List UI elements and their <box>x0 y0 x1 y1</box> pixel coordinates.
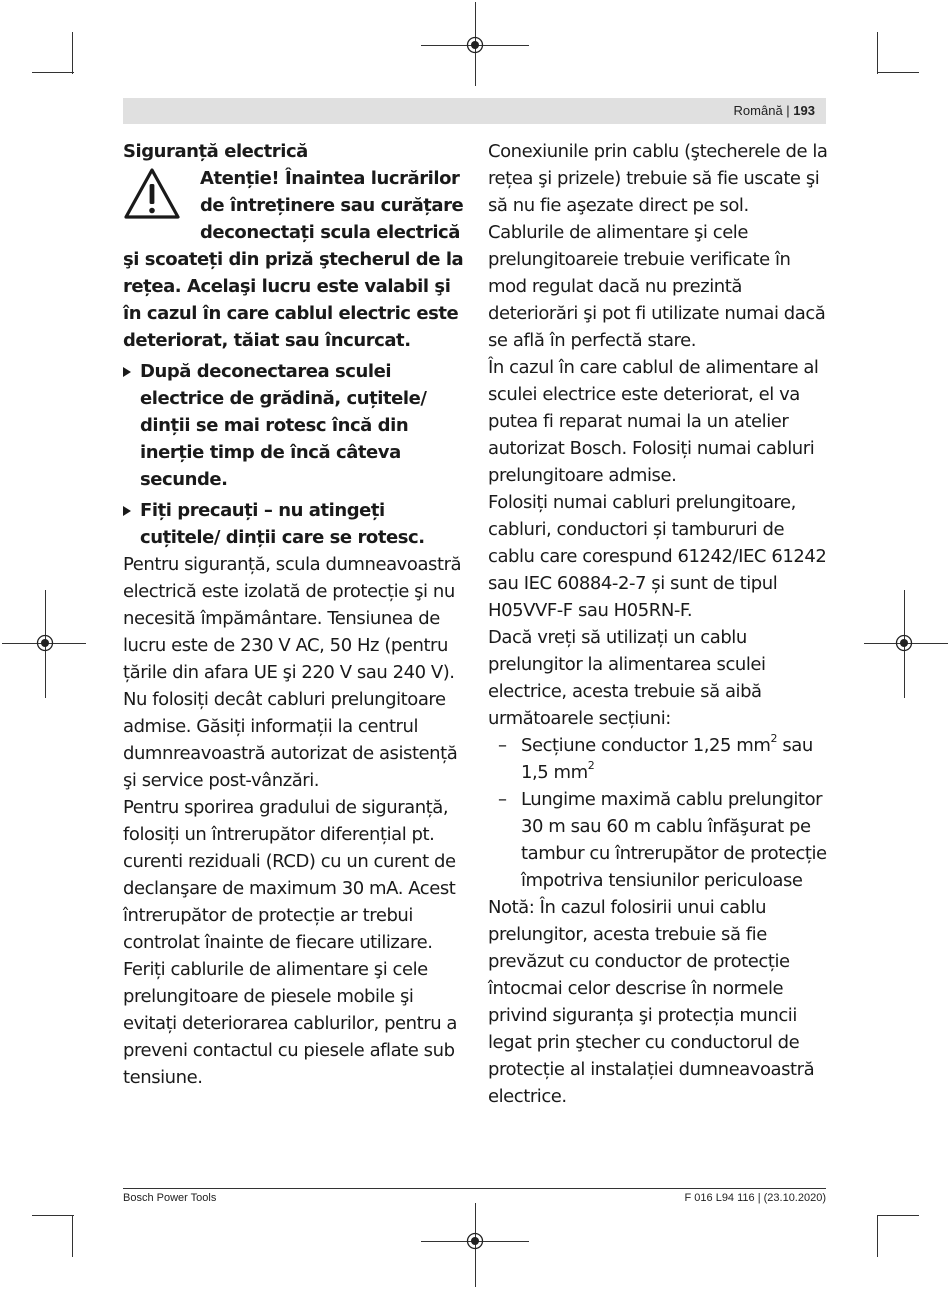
registration-target-icon <box>895 634 913 652</box>
dash-marker: – <box>498 735 507 756</box>
section-heading: Siguranță electrică <box>123 141 308 162</box>
dash-list-item <box>488 786 833 894</box>
crop-mark <box>877 72 919 73</box>
registration-target-icon <box>466 36 484 54</box>
warning-continuation: şi scoateți din priză ştecherul de la rețea. Acelaşi lucru este valabil şi în cazul în care cablul electric este deteriorat, tăiat sau încurcat. <box>123 249 464 351</box>
dash-text: Lungime maximă cablu prelungitor 30 m sau 60 m cablu înfăşurat pe tambur cu întrerupător de protecție împotriva tensiunilor periculoase <box>521 789 827 891</box>
superscript: 2 <box>770 732 778 745</box>
crop-mark <box>72 32 73 74</box>
warning-bullet <box>123 497 468 551</box>
paragraph: Dacă vreți să utilizați un cablu prelungitor la alimentarea sculei electrice, acesta trebuie să aibă următoarele secțiuni: <box>488 627 766 729</box>
crop-mark <box>32 1215 74 1216</box>
warning-bullet <box>123 358 468 493</box>
bullet-text: Fiți precauți – nu atingeți cuțitele/ dinții care se rotesc. <box>140 500 425 548</box>
dash-marker: – <box>498 789 507 810</box>
paragraph: Feriți cablurile de alimentare şi cele prelungitoare de piesele mobile şi evitați deteriorarea cablurilor, pentru a preveni contactul cu piesele aflate sub tensiune. <box>123 959 458 1088</box>
header-separator: | <box>786 103 794 118</box>
warning-line: de întreținere sau curățare <box>200 195 464 216</box>
bullet-triangle-icon <box>123 506 131 516</box>
crop-mark <box>877 1215 919 1216</box>
header-language: Română <box>733 103 783 118</box>
footer-rule <box>123 1188 826 1189</box>
right-column <box>488 138 833 1110</box>
paragraph: Folosiți numai cabluri prelungitoare, cabluri, conductori și tambururi de cablu care corespund 61242/IEC 61242 sau IEC 60884-2-7 și sunt de tipul H05VVF-F sau H05RN-F. <box>488 492 827 621</box>
warning-block <box>123 165 468 354</box>
registration-target-icon <box>36 634 54 652</box>
dash-text: Secțiune conductor 1,25 mm <box>521 735 771 756</box>
footer-doc-id: F 016 L94 116 | (23.10.2020) <box>684 1192 826 1204</box>
footer-brand: Bosch Power Tools <box>123 1192 217 1204</box>
running-header <box>734 103 815 118</box>
dash-text: sau 1,5 mm <box>521 735 813 783</box>
note-paragraph: Notă: În cazul folosirii unui cablu prelungitor, acesta trebuie să fie prevăzut cu conductor de protecție întocmai celor descrise în normele privind siguranța şi protecția muncii legat prin ştecher cu conductorul de protecție al instalației dumneavoastră electrice. <box>488 897 815 1107</box>
paragraph: Conexiunile prin cablu (ştecherele de la rețea şi prizele) trebuie să fie uscate şi să nu fie aşezate direct pe sol. <box>488 141 828 216</box>
warning-line: deconectați scula electrică <box>200 222 460 243</box>
paragraph: Cablurile de alimentare şi cele prelungitoareie trebuie verificate în mod regulat dacă nu prezintă deteriorări şi pot fi utilizate numai dacă se află în perfectă stare. <box>488 222 826 351</box>
paragraph: Pentru siguranță, scula dumneavoastră electrică este izolată de protecție şi nu necesită împământare. Tensiunea de lucru este de 230 V AC, 50 Hz (pentru țările din afara UE şi 220 V sau 240 V). Nu folosiți decât cabluri prelungitoare admise. Găsiți informații la centrul dumnreavoastră autorizat de asistență şi service post-vânzări. <box>123 554 462 791</box>
bullet-triangle-icon <box>123 367 131 377</box>
left-column <box>123 138 468 1091</box>
crop-mark <box>32 72 74 73</box>
warning-triangle-icon <box>123 167 181 221</box>
superscript: 2 <box>587 759 595 772</box>
bullet-text: După deconectarea sculei electrice de grădină, cuțitele/ dinții se mai rotesc încă din inerție timp de încă câteva secunde. <box>140 361 427 490</box>
page-number: 193 <box>793 103 815 118</box>
crop-mark <box>877 1215 878 1257</box>
warning-line: Atenție! Înaintea lucrărilor <box>200 168 460 189</box>
dash-list-item <box>488 732 833 786</box>
crop-mark <box>72 1215 73 1257</box>
paragraph: În cazul în care cablul de alimentare al sculei electrice este deteriorat, el va putea fi reparat numai la un atelier autorizat Bosch. Folosiți numai cabluri prelungitoare admise. <box>488 357 819 486</box>
registration-target-icon <box>466 1232 484 1250</box>
paragraph: Pentru sporirea gradului de siguranță, folosiți un întrerupător diferențial pt. curenti reziduali (RCD) cu un curent de declanşare de maximum 30 mA. Acest întrerupător de protecție ar trebui controlat înainte de fiecare utilizare. <box>123 797 456 953</box>
header-bar <box>123 98 826 124</box>
crop-mark <box>877 32 878 74</box>
